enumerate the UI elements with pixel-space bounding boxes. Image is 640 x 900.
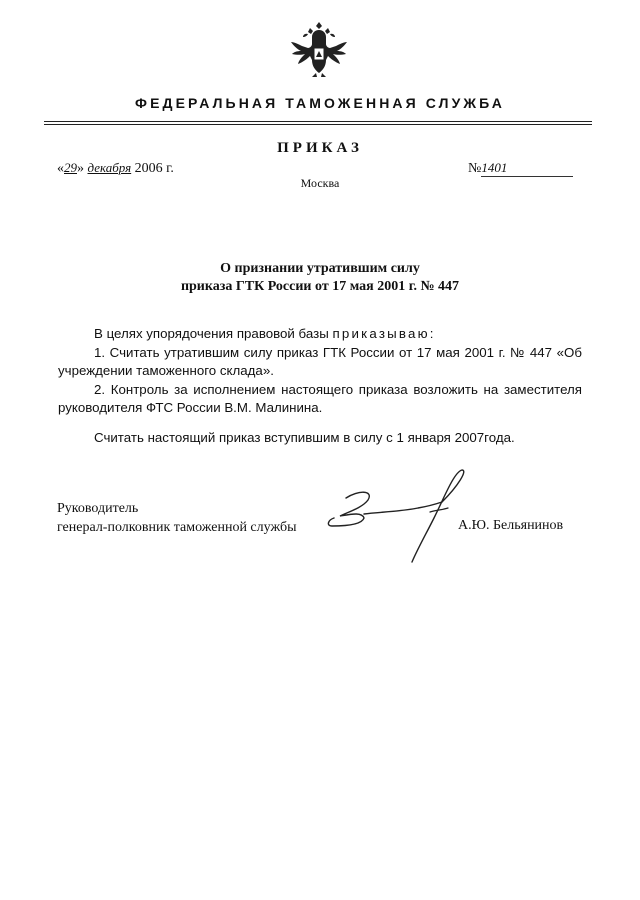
handwritten-signature: [318, 468, 478, 568]
agency-name: ФЕДЕРАЛЬНАЯ ТАМОЖЕННАЯ СЛУЖБА: [135, 95, 505, 111]
header-rule-thin: [44, 124, 592, 125]
order-number: [468, 160, 573, 177]
number-prefix: №: [468, 161, 482, 176]
signer-name: А.Ю. Бельянинов: [458, 518, 564, 533]
date-close-quote: »: [77, 161, 84, 176]
document-title: [0, 260, 640, 296]
russian-coat-of-arms-icon: [288, 20, 350, 78]
order-body: [58, 325, 582, 418]
item-2: 2. Контроль за исполнением настоящего приказа возложить на заместителя руководителя ФТС России В.М. Малинина.: [58, 381, 582, 415]
role-line-1: Руководитель: [57, 501, 139, 516]
date-month: декабря: [87, 160, 132, 175]
role-line-2: генерал-полковник таможенной службы: [57, 520, 297, 535]
title-line-2: приказа ГТК России от 17 мая 2001 г. № 447: [180, 279, 460, 294]
order-word: приказываю:: [332, 326, 436, 341]
date-open-quote: «: [57, 161, 64, 176]
number-value: 1401: [481, 160, 573, 177]
city: Москва: [300, 176, 340, 190]
order-date: [57, 160, 174, 177]
effective-date-paragraph: Считать настоящий приказ вступившим в силу с 1 января 2007года.: [94, 430, 515, 445]
date-year: 2006 г.: [134, 161, 174, 176]
title-line-1: О признании утратившим силу: [220, 261, 420, 276]
intro-paragraph: [58, 325, 582, 344]
item-1: 1. Считать утратившим силу приказ ГТК России от 17 мая 2001 г. № 447 «Об учреждении таможенного склада».: [58, 344, 582, 378]
intro-text: В целях упорядочения правовой базы: [94, 326, 329, 341]
signatory-role: [57, 499, 296, 537]
date-day: 29: [64, 160, 77, 175]
header-rule: [44, 121, 592, 122]
document-type: ПРИКАЗ: [277, 140, 363, 156]
